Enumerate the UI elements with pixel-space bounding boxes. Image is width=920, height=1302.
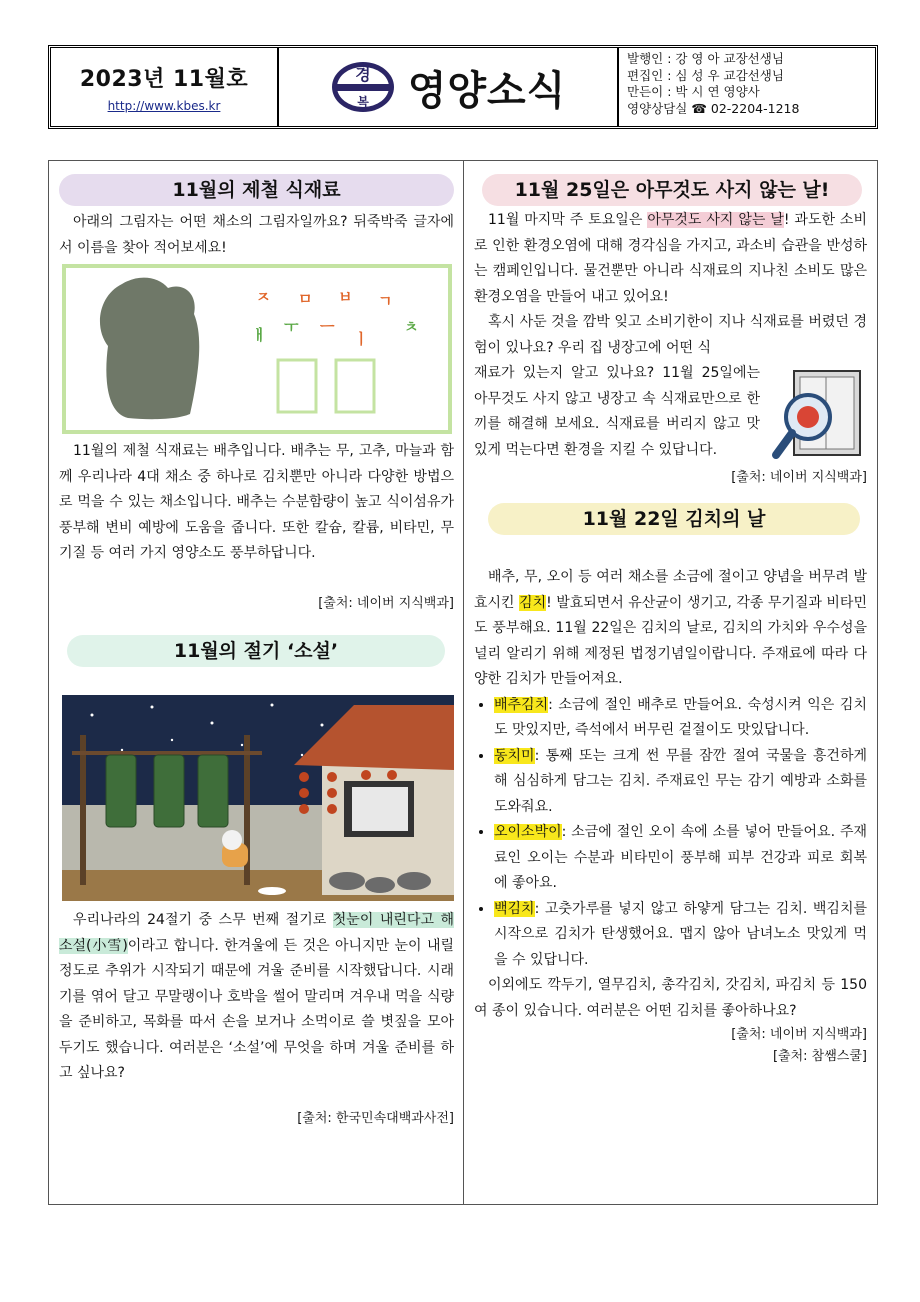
seasonal-ingredient-title: 11월의 제철 식재료 — [59, 174, 454, 206]
list-item — [494, 693, 867, 744]
kimchi-desc: : 고춧가루를 넣지 않고 하얗게 담그는 김치. 백김치를 시작으로 김치가 탄생했어요. 맵지 않아 남녀노소 맛있게 먹을 수 있답니다. — [494, 900, 867, 968]
seasonal-ingredient-intro: 아래의 그림자는 어떤 채소의 그림자일까요? 뒤죽박죽 글자에서 이름을 찾아 적어보세요! — [59, 214, 454, 256]
puzzle-letter: ㅡ — [320, 318, 335, 336]
puzzle-letter: ㅐ — [252, 326, 267, 344]
kimchi-p1-post: ! 발효되면서 유산균이 생기고, 각종 무기질과 비타민도 풍부해요. 11월 22일은 김치의 날로, 김치의 가치와 우수성을 널리 알리기 위해 제정된 법정기념일이랍니다. 주재료에 따라 다양한 김치가 만들어져요. — [474, 594, 867, 687]
maker-line: 만든이 : 박 시 연 영양사 — [627, 84, 760, 99]
list-item — [494, 820, 867, 897]
solar-term-title: 11월의 절기 ‘소설’ — [67, 635, 445, 667]
right-column — [474, 161, 867, 1068]
school-url-link[interactable]: http://www.kbes.kr — [107, 98, 221, 113]
kimchi-day-p2: 이외에도 깍두기, 열무김치, 총각김치, 갓김치, 파김치 등 150여 종이 있습니다. 여러분은 어떤 김치를 좋아하나요? — [474, 977, 867, 1019]
source-folk-encyclopedia: [출처: 한국민속대백과사전] — [297, 1111, 454, 1126]
main-content — [48, 160, 878, 1205]
publisher-info — [619, 48, 875, 126]
kimchi-highlight: 김치 — [519, 594, 547, 611]
buy-nothing-highlight: 아무것도 사지 않는 날 — [647, 212, 784, 228]
puzzle-letter: ㅈ — [256, 288, 271, 306]
newsletter-header — [48, 45, 878, 129]
seasonal-ingredient-body: 11월의 제철 식재료는 배추입니다. 배추는 무, 고추, 마늘과 함께 우리나라 4대 채소 중 하나로 김치뿐만 아니라 다양한 방법으로 먹을 수 있는 채소입니다. 배추는 수분함량이 높고 식이섬유가 풍부해 변비 예방에 도움을 줍니다. 또한 칼슘, 칼륨, 비타민, 무기질 등 여러 가지 영양소도 풍부하답니다. — [59, 443, 454, 561]
buy-nothing-day-p1 — [474, 208, 867, 310]
source-naver-3: [출처: 네이버 지식백과] — [731, 1027, 867, 1042]
puzzle-letter: ㅊ — [404, 318, 419, 336]
issue-cell — [51, 48, 279, 126]
buy-nothing-day-p2a: 혹시 사둔 것을 깜박 잊고 소비기한이 지나 식재료를 버렸던 경험이 있나요? 우리 집 냉장고에 어떤 식 — [474, 314, 867, 356]
issue-date: 2023년 11월호 — [79, 66, 249, 92]
kimchi-desc: : 소금에 절인 배추로 만들어요. 숙성시켜 익은 김치도 맛있지만, 즉석에서 버무린 겉절이도 맛있답니다. — [494, 696, 867, 738]
buy-nothing-p1-pre: 11월 마지막 주 토요일은 — [488, 212, 648, 228]
left-column — [59, 161, 455, 1126]
kimchi-day-p1 — [474, 565, 867, 693]
kimchi-name: 배추김치 — [494, 696, 549, 713]
buy-nothing-p1-post: ! 과도한 소비로 인한 환경오염에 대해 경각심을 가지고, 과소비 습관을 반성하는 캠페인입니다. 물건뿐만 아니라 식재료의 지나친 소비도 많은 환경오염을 만들어 내고 있어요! — [474, 212, 867, 305]
publisher-line: 발행인 : 강 영 아 교장선생님 — [627, 51, 784, 66]
list-item — [494, 897, 867, 974]
kimchi-desc: : 소금에 절인 오이 속에 소를 넣어 만들어요. 주재료인 오이는 수분과 비타민이 풍부해 피부 건강과 피로 회복에 좋아요. — [494, 824, 867, 891]
puzzle-letter: ㅣ — [354, 330, 369, 348]
source-naver-1: [출처: 네이버 지식백과] — [318, 596, 454, 611]
buy-nothing-day-p2b: 재료가 있는지 알고 있나요? 11월 25일에는 아무것도 사지 않고 냉장고 속 식재료만으로 한 끼를 해결해 보세요. 식재료를 버리지 않고 맛있게 먹는다면 환경을 지킬 수 있답니다. — [474, 365, 760, 458]
solar-term-body-post: 이라고 합니다. 한겨울에 든 것은 아니지만 눈이 내릴 정도로 추위가 시작되기 때문에 겨울 준비를 시작했답니다. 시래기를 엮어 달고 무말랭이나 호박을 썰어 말리며 겨우내 먹을 식량을 준비하고, 목화를 따서 손을 보거나 소먹이로 쓸 볏짚을 모아두기도 했습니다. 여러분은 ‘소설’에 무엇을 하며 겨울 준비를 하고 싶나요? — [59, 937, 454, 1081]
puzzle-letter: ㅂ — [338, 288, 353, 306]
puzzle-letter: ㅜ — [284, 318, 299, 336]
column-divider — [463, 161, 464, 1204]
contact-line: 영양상담실 ☎ 02-2204-1218 — [627, 100, 800, 116]
buy-nothing-day-title: 11월 25일은 아무것도 사지 않는 날! — [482, 174, 862, 206]
cabbage-shadow-puzzle-image — [66, 268, 448, 430]
kimchi-day-title: 11월 22일 김치의 날 — [488, 503, 860, 535]
kimchi-name: 동치미 — [494, 747, 535, 764]
logo-text-bottom: 복 — [356, 95, 369, 109]
cabbage-puzzle-box — [62, 264, 452, 434]
winter-village-illustration — [62, 695, 454, 901]
solar-term-body — [59, 908, 454, 1087]
fridge-magnifier-icon — [766, 367, 866, 467]
kimchi-p1-pre: 배추, 무, 오이 등 여러 채소를 소금에 절이고 양념을 버무려 발효시킨 — [474, 569, 867, 611]
list-item — [494, 744, 867, 821]
editor-line: 편집인 : 심 성 우 교감선생님 — [627, 67, 784, 83]
kimchi-desc: : 통째 또는 크게 썬 무를 잠깐 절여 국물을 흥건하게 해 심심하게 담그는 김치. 주재료인 무는 감기 예방과 소화를 도와줘요. — [494, 747, 867, 815]
source-naver-2: [출처: 네이버 지식백과] — [731, 470, 867, 485]
puzzle-letter: ㄱ — [378, 292, 393, 310]
title-cell — [279, 48, 619, 126]
kimchi-name: 오이소박이 — [494, 824, 562, 840]
winter-scene-image — [62, 695, 454, 901]
school-logo-icon — [330, 60, 396, 114]
logo-text-top: 경 — [354, 65, 371, 84]
solar-term-highlight: 첫눈이 내린다고 해 소설(小雪) — [59, 912, 455, 954]
solar-term-body-pre: 우리나라의 24절기 중 스무 번째 절기로 — [73, 912, 333, 928]
kimchi-name: 백김치 — [494, 900, 535, 917]
source-chamssem: [출처: 참쌤스쿨] — [772, 1049, 867, 1064]
puzzle-letter: ㅁ — [298, 290, 313, 308]
newsletter-title: 영양소식 — [407, 67, 567, 114]
fridge-paragraph-row — [474, 361, 867, 467]
kimchi-types-list — [474, 693, 867, 974]
